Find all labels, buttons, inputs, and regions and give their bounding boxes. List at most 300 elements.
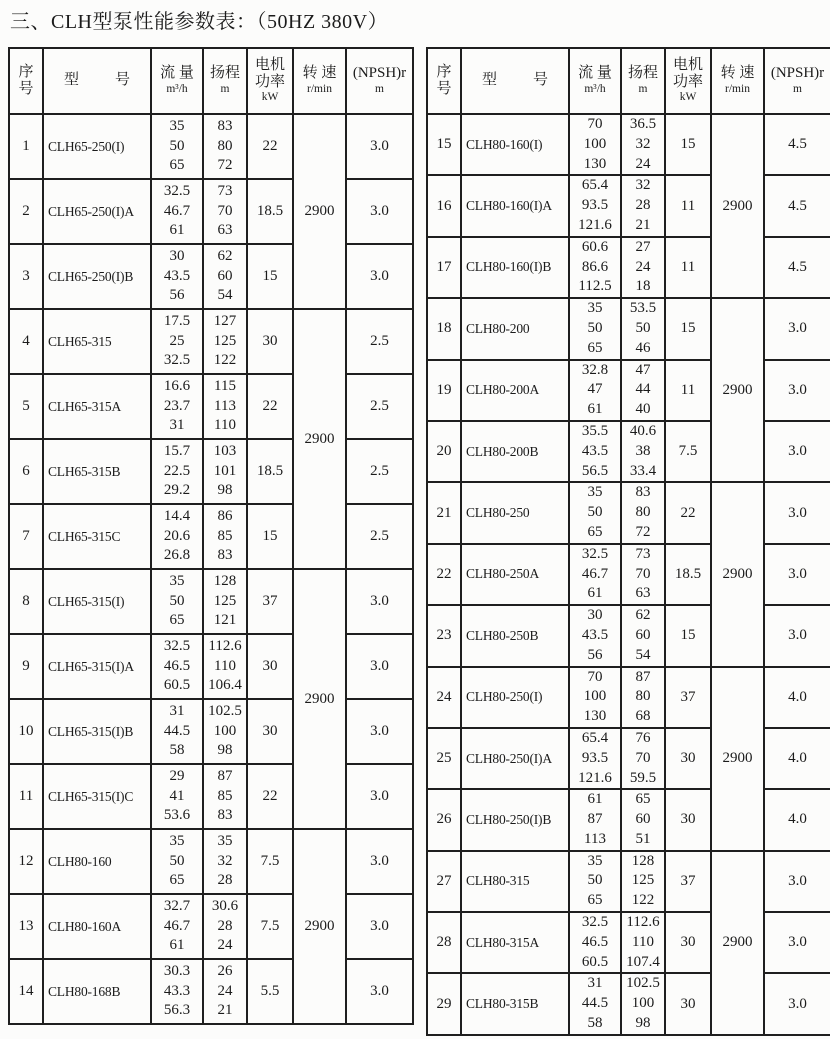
row-number-cell: 10 [9,699,43,764]
speed-cell: 2900 [293,309,346,569]
head-value: 128 [631,852,655,869]
col-header-model-text [462,72,568,89]
flow-value: 65 [587,339,603,356]
model-cell: CLH80-250B [461,605,569,666]
head-value: 98 [217,482,233,499]
head-cell [621,605,665,666]
row-number-cell: 24 [427,667,461,728]
head-value: 36.5 [629,116,657,132]
power-cell: 15 [247,504,293,569]
head-value: 107.4 [626,953,660,970]
header-text: 号 [532,72,548,89]
table-row [9,374,413,439]
power-cell: 18.5 [247,179,293,244]
flow-value: 30 [169,247,185,264]
flow-value: 130 [583,155,607,172]
flow-cell [569,360,621,421]
flow-cell [151,569,203,634]
head-value: 112.6 [626,914,660,931]
table-row [427,114,830,175]
header-text: m [793,82,802,95]
header-text: m³/h [166,82,188,95]
row-number-cell: 13 [9,894,43,959]
power-cell: 37 [247,569,293,634]
head-cell [203,374,247,439]
tables-container [8,47,823,1036]
flow-value: 65 [169,872,185,889]
table-row [427,789,830,850]
speed-cell: 2900 [711,667,764,851]
flow-value: 46.5 [581,933,609,950]
head-value: 47 [635,361,651,378]
head-value: 106.4 [208,677,242,694]
power-cell: 15 [665,605,711,666]
head-value: 21 [635,216,651,233]
head-value: 44 [635,381,651,398]
head-value: 70 [635,749,651,766]
header-text: 扬程 [627,65,658,82]
flow-value: 23.7 [163,397,191,414]
npsh-cell: 3.0 [346,244,413,309]
header-text: 电机 [672,56,703,73]
npsh-cell: 3.0 [764,482,830,543]
head-value: 54 [635,646,651,663]
flow-value: 46.7 [163,202,191,219]
flow-value: 56.3 [163,1002,191,1019]
npsh-cell: 4.5 [764,237,830,298]
head-value: 72 [635,523,651,540]
flow-cell [569,421,621,482]
row-number-cell: 5 [9,374,43,439]
head-value: 83 [217,807,233,824]
flow-value: 44.5 [163,722,191,739]
flow-value: 31 [587,975,603,992]
flow-value: 100 [583,688,607,705]
head-cell [203,244,247,309]
flow-value: 32.5 [581,914,609,931]
table-row [9,244,413,309]
model-cell: CLH80-200B [461,421,569,482]
flow-value: 30 [587,607,603,624]
model-cell: CLH80-250 [461,482,569,543]
row-number-cell: 8 [9,569,43,634]
head-cell [621,360,665,421]
head-value: 83 [635,484,651,501]
flow-cell [569,482,621,543]
head-value: 46 [635,339,651,356]
table-row [9,634,413,699]
model-cell: CLH80-250(I)B [461,789,569,850]
head-value: 80 [217,137,233,154]
table-row [427,482,830,543]
pump-table-right [426,47,830,1036]
npsh-cell: 2.5 [346,309,413,374]
power-cell: 15 [247,244,293,309]
model-cell: CLH65-315(I)A [43,634,151,699]
power-cell: 11 [665,360,711,421]
header-text: 流 量 [160,65,194,82]
col-header-npsh [764,48,830,114]
power-cell: 22 [665,482,711,543]
flow-value: 56.5 [581,462,609,479]
flow-cell [569,114,621,175]
npsh-cell: 3.0 [346,894,413,959]
table-row [9,699,413,764]
head-value: 70 [217,202,233,219]
header-text: 流 量 [578,65,612,82]
speed-cell: 2900 [711,851,764,1035]
row-number-cell: 23 [427,605,461,666]
head-value: 53.5 [629,300,657,317]
flow-cell [569,298,621,359]
flow-value: 17.5 [163,312,191,329]
flow-value: 65.4 [581,177,609,194]
header-text: r/min [725,82,750,95]
header-text: (NPSH)r [770,65,825,82]
flow-value: 86.6 [581,258,609,275]
head-value: 54 [217,287,233,304]
row-number-cell: 4 [9,309,43,374]
table-row [9,894,413,959]
header-text: 型 [482,72,498,89]
speed-cell: 2900 [293,569,346,829]
flow-value: 112.5 [578,278,612,295]
row-number-cell: 6 [9,439,43,504]
col-header-power [247,48,293,114]
flow-value: 15.7 [163,442,191,459]
flow-value: 93.5 [581,197,609,214]
head-cell [621,114,665,175]
head-cell [203,894,247,959]
model-cell: CLH80-250A [461,544,569,605]
flow-value: 14.4 [163,507,191,524]
header-text: kW [261,91,279,104]
head-cell [621,482,665,543]
flow-cell [569,851,621,912]
head-value: 98 [217,742,233,759]
header-text: 转 速 [302,65,337,82]
flow-value: 29.2 [163,482,191,499]
npsh-cell: 3.0 [346,114,413,179]
header-text: 号 [436,81,452,97]
header-text: m [638,82,648,95]
table-row [427,667,830,728]
head-value: 72 [217,157,233,174]
flow-cell [569,789,621,850]
speed-cell: 2900 [711,482,764,666]
head-value: 122 [213,352,237,369]
flow-value: 47 [587,381,603,398]
col-header-speed [293,48,346,114]
table-row [9,179,413,244]
head-value: 28 [217,917,233,934]
head-cell [621,973,665,1034]
flow-cell [151,699,203,764]
npsh-cell: 4.5 [764,114,830,175]
flow-value: 56 [169,287,185,304]
head-value: 98 [635,1015,651,1032]
head-value: 125 [631,872,655,889]
head-value: 83 [217,547,233,564]
head-value: 86 [217,507,233,524]
row-number-cell: 22 [427,544,461,605]
flow-value: 32.7 [163,897,191,914]
speed-cell: 2900 [293,114,346,309]
npsh-cell: 3.0 [346,569,413,634]
page-title: 三、CLH型泵性能参数表：（50HZ 380V） [10,11,389,33]
head-value: 40 [635,401,651,418]
power-cell: 30 [665,789,711,850]
row-number-cell: 15 [427,114,461,175]
head-cell [203,764,247,829]
head-cell [621,912,665,973]
flow-value: 53.6 [163,807,191,824]
model-cell: CLH80-160(I) [461,114,569,175]
model-cell: CLH80-160(I)B [461,237,569,298]
power-cell: 7.5 [247,829,293,894]
flow-value: 100 [583,135,607,152]
header-text: 号 [114,72,130,89]
flow-value: 65 [587,892,603,909]
head-value: 27 [635,238,651,255]
npsh-cell: 3.0 [764,851,830,912]
head-value: 73 [217,182,233,199]
table-row [9,764,413,829]
table-row [9,114,413,179]
head-value: 60 [217,267,233,284]
flow-value: 70 [587,668,603,685]
flow-value: 113 [584,830,606,847]
head-value: 113 [214,397,236,414]
row-number-cell: 20 [427,421,461,482]
col-header-flow [151,48,203,114]
flow-value: 65.4 [581,729,609,746]
head-value: 102.5 [208,702,242,719]
table-header [9,48,413,114]
flow-cell [151,959,203,1024]
flow-value: 29 [169,767,185,784]
power-cell: 15 [665,298,711,359]
head-value: 60 [635,811,651,828]
flow-value: 25 [169,332,185,349]
table-row [427,175,830,236]
flow-value: 35 [587,852,603,869]
npsh-cell: 2.5 [346,374,413,439]
flow-value: 35.5 [581,422,609,439]
npsh-cell: 3.0 [346,959,413,1024]
header-text: 扬程 [209,65,240,82]
col-header-head [203,48,247,114]
row-number-cell: 12 [9,829,43,894]
head-value: 32 [635,177,651,194]
table-row [9,829,413,894]
speed-cell: 2900 [711,298,764,482]
head-value: 100 [631,995,655,1012]
speed-cell: 2900 [711,114,764,298]
flow-cell [151,114,203,179]
flow-cell [569,973,621,1034]
npsh-cell: 3.0 [346,829,413,894]
head-value: 125 [213,332,237,349]
flow-value: 58 [587,1015,603,1032]
head-value: 110 [214,417,236,434]
flow-value: 31 [169,702,185,719]
table-row [427,973,830,1034]
header-text: 序 [18,63,34,80]
row-number-cell: 29 [427,973,461,1034]
header-text: 序 [436,63,452,80]
flow-value: 121.6 [578,216,612,233]
npsh-cell: 3.0 [764,544,830,605]
head-value: 80 [635,504,651,521]
head-cell [621,667,665,728]
head-value: 125 [213,592,237,609]
model-cell: CLH80-250(I)A [461,728,569,789]
flow-cell [151,764,203,829]
power-cell: 7.5 [247,894,293,959]
head-value: 87 [635,668,651,685]
table-row [427,360,830,421]
npsh-cell: 4.0 [764,728,830,789]
model-cell: CLH65-315 [43,309,151,374]
head-cell [203,829,247,894]
flow-cell [151,374,203,439]
row-number-cell: 9 [9,634,43,699]
row-number-cell: 1 [9,114,43,179]
npsh-cell: 3.0 [346,699,413,764]
npsh-cell: 3.0 [346,179,413,244]
npsh-cell: 3.0 [346,634,413,699]
npsh-cell: 3.0 [764,298,830,359]
header-row [9,48,413,114]
flow-cell [151,309,203,374]
header-text: 号 [18,81,34,97]
flow-value: 32.8 [581,361,609,378]
table-header [427,48,830,114]
flow-value: 35 [587,300,603,317]
flow-value: 20.6 [163,527,191,544]
model-cell: CLH80-160A [43,894,151,959]
header-text: 功率 [254,74,285,91]
flow-cell [569,544,621,605]
model-cell: CLH65-315A [43,374,151,439]
model-cell: CLH65-315C [43,504,151,569]
head-value: 38 [635,442,651,459]
flow-value: 32.5 [163,352,191,369]
npsh-cell: 2.5 [346,439,413,504]
header-text: m [220,82,230,95]
head-value: 127 [213,312,237,329]
power-cell: 30 [247,634,293,699]
flow-value: 60.6 [581,238,609,255]
head-value: 24 [217,937,233,954]
model-cell: CLH65-315(I)C [43,764,151,829]
head-value: 28 [635,197,651,214]
head-value: 68 [635,708,651,725]
flow-cell [151,634,203,699]
head-value: 102.5 [626,975,660,992]
col-header-no [9,48,43,114]
flow-value: 61 [587,791,603,808]
head-cell [203,114,247,179]
flow-value: 30.3 [163,962,191,979]
table-row [9,439,413,504]
head-value: 63 [635,585,651,602]
flow-value: 50 [587,319,603,336]
power-cell: 18.5 [247,439,293,504]
head-value: 112.6 [208,637,242,654]
col-header-flow [569,48,621,114]
table-row [427,421,830,482]
npsh-cell: 3.0 [764,605,830,666]
head-value: 30.6 [211,897,239,914]
head-value: 62 [217,247,233,264]
flow-value: 70 [587,116,603,132]
header-text: m³/h [584,82,606,95]
flow-value: 31 [169,417,185,434]
head-value: 18 [635,278,651,295]
flow-value: 50 [587,504,603,521]
head-value: 128 [213,572,237,589]
head-value: 51 [635,830,651,847]
flow-value: 43.5 [163,267,191,284]
flow-value: 93.5 [581,749,609,766]
head-cell [203,439,247,504]
row-number-cell: 2 [9,179,43,244]
table-row [427,851,830,912]
model-cell: CLH80-250(I) [461,667,569,728]
flow-value: 35 [169,832,185,849]
header-text: (NPSH)r [352,65,407,82]
flow-value: 43.3 [163,982,191,999]
head-cell [621,298,665,359]
flow-value: 46.7 [163,917,191,934]
flow-cell [151,244,203,309]
row-number-cell: 11 [9,764,43,829]
row-number-cell: 18 [427,298,461,359]
head-value: 59.5 [629,769,657,786]
flow-value: 121.6 [578,769,612,786]
flow-value: 61 [169,222,185,239]
head-cell [203,504,247,569]
table-row [9,309,413,374]
flow-value: 35 [169,572,185,589]
npsh-cell: 4.5 [764,175,830,236]
head-value: 87 [217,767,233,784]
flow-value: 22.5 [163,462,191,479]
table-row [427,298,830,359]
head-value: 60 [635,626,651,643]
npsh-cell: 4.0 [764,667,830,728]
power-cell: 30 [247,309,293,374]
pump-table-left [8,47,414,1025]
head-value: 83 [217,117,233,134]
flow-value: 61 [587,401,603,418]
head-value: 63 [217,222,233,239]
flow-value: 87 [587,811,603,828]
flow-value: 26.8 [163,547,191,564]
flow-value: 60.5 [581,953,609,970]
col-header-no [427,48,461,114]
row-number-cell: 21 [427,482,461,543]
model-cell: CLH80-315A [461,912,569,973]
model-cell: CLH65-250(I)B [43,244,151,309]
col-header-speed [711,48,764,114]
flow-value: 35 [587,484,603,501]
head-value: 103 [213,442,237,459]
flow-value: 32.5 [581,545,609,562]
header-text: 转 速 [720,65,755,82]
